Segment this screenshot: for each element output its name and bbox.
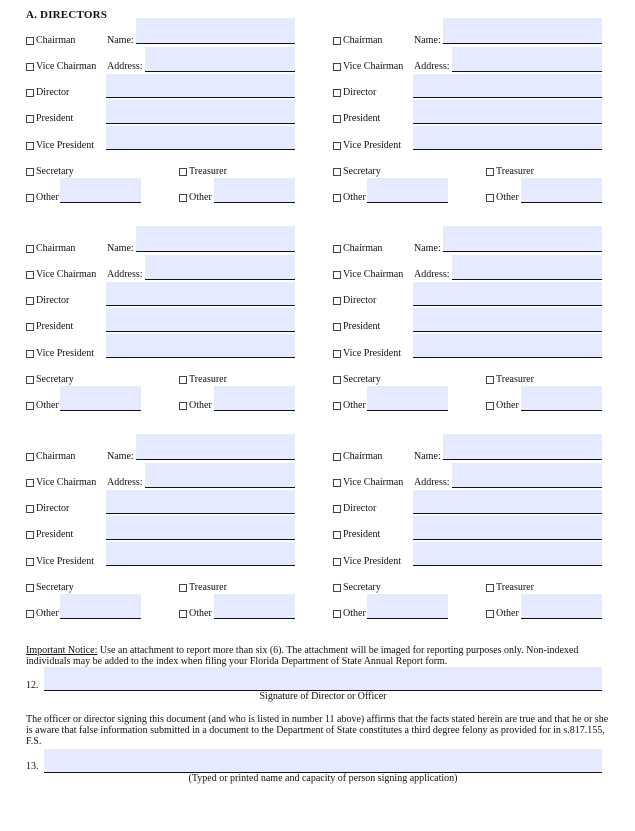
block-2-vice-president-checkbox[interactable]	[333, 142, 341, 150]
block-2-other-field-2[interactable]	[521, 178, 602, 203]
block-1-director-label: Director	[36, 87, 70, 98]
block-5-name-field[interactable]	[136, 434, 295, 460]
block-1-treasurer-checkbox[interactable]	[179, 168, 187, 176]
block-1-other-2-checkbox[interactable]	[179, 194, 187, 202]
printed-name-field[interactable]	[44, 749, 602, 773]
block-6-address-field-3[interactable]	[413, 516, 602, 540]
block-5-vice-chairman-checkbox[interactable]	[26, 479, 34, 487]
block-2-director-checkbox[interactable]	[333, 89, 341, 97]
block-3-president-checkbox[interactable]	[26, 323, 34, 331]
block-3-treasurer-checkbox[interactable]	[179, 376, 187, 384]
block-4-director-label: Director	[343, 295, 377, 306]
block-6-other-field-2[interactable]	[521, 594, 602, 619]
block-1-secretary-label: Secretary	[36, 166, 74, 177]
block-3-director-checkbox[interactable]	[26, 297, 34, 305]
block-3-other-field-2[interactable]	[214, 386, 295, 411]
block-3-vice-president-checkbox[interactable]	[26, 350, 34, 358]
block-2-president-label: President	[343, 113, 381, 124]
block-1-chairman-checkbox[interactable]	[26, 37, 34, 45]
block-5-treasurer-label: Treasurer	[189, 582, 227, 593]
block-1-address-field-1[interactable]	[145, 47, 295, 72]
block-3-secretary-checkbox[interactable]	[26, 376, 34, 384]
block-5-director-label: Director	[36, 503, 70, 514]
block-4-address-field-2[interactable]	[413, 282, 602, 306]
block-1-president-checkbox[interactable]	[26, 115, 34, 123]
block-2-name-field[interactable]	[443, 18, 602, 44]
block-4-other-field-2[interactable]	[521, 386, 602, 411]
block-2-secretary-checkbox[interactable]	[333, 168, 341, 176]
block-1-address-label: Address:	[107, 61, 143, 72]
notice-text: Use an attachment to report more than six (6). The attachment will be imaged for reporting purposes only. Non-indexed individuals may be added to the index when filing your Florida Department of State Annual Report form.	[26, 645, 579, 667]
block-1-vice-president-checkbox[interactable]	[26, 142, 34, 150]
block-1-name-label: Name:	[107, 35, 134, 46]
block-2-other-2-label: Other	[496, 192, 519, 203]
important-notice	[26, 645, 611, 667]
block-4-address-field-3[interactable]	[413, 308, 602, 332]
block-3-other-1-label: Other	[36, 400, 59, 411]
block-3-chairman-checkbox[interactable]	[26, 245, 34, 253]
block-5-chairman-label: Chairman	[36, 451, 76, 462]
block-4-address-field-4[interactable]	[413, 334, 602, 358]
block-4-other-field-1[interactable]	[367, 386, 448, 411]
block-5-address-field-1[interactable]	[145, 463, 295, 488]
block-4-vice-chairman-label: Vice Chairman	[343, 269, 404, 280]
block-1-chairman-label: Chairman	[36, 35, 76, 46]
block-4-vice-chairman-checkbox[interactable]	[333, 271, 341, 279]
block-1-address-field-3[interactable]	[106, 100, 295, 124]
block-4-other-1-checkbox[interactable]	[333, 402, 341, 410]
block-3-other-2-checkbox[interactable]	[179, 402, 187, 410]
block-2-vice-chairman-checkbox[interactable]	[333, 63, 341, 71]
block-4-other-1-label: Other	[343, 400, 366, 411]
block-6-other-2-checkbox[interactable]	[486, 610, 494, 618]
block-6-director-checkbox[interactable]	[333, 505, 341, 513]
block-1-other-field-2[interactable]	[214, 178, 295, 203]
block-5-secretary-checkbox[interactable]	[26, 584, 34, 592]
block-6-name-label: Name:	[414, 451, 441, 462]
block-6-name-field[interactable]	[443, 434, 602, 460]
block-5-treasurer-checkbox[interactable]	[179, 584, 187, 592]
section-title: A. DIRECTORS	[26, 9, 108, 21]
block-4-name-label: Name:	[414, 243, 441, 254]
block-6-vice-chairman-checkbox[interactable]	[333, 479, 341, 487]
block-5-secretary-label: Secretary	[36, 582, 74, 593]
block-6-director-label: Director	[343, 503, 377, 514]
block-5-address-label: Address:	[107, 477, 143, 488]
printed-name-number: 13.	[26, 761, 39, 772]
block-1-vice-president-label: Vice President	[36, 140, 94, 151]
block-4-vice-president-checkbox[interactable]	[333, 350, 341, 358]
printed-name-caption: (Typed or printed name and capacity of person signing application)	[188, 773, 458, 784]
block-5-other-field-2[interactable]	[214, 594, 295, 619]
block-6-chairman-label: Chairman	[343, 451, 383, 462]
block-6-treasurer-label: Treasurer	[496, 582, 534, 593]
block-6-address-field-1[interactable]	[452, 463, 602, 488]
block-3-vice-chairman-label: Vice Chairman	[36, 269, 97, 280]
block-5-director-checkbox[interactable]	[26, 505, 34, 513]
notice-heading: Important Notice:	[26, 645, 98, 656]
block-6-secretary-checkbox[interactable]	[333, 584, 341, 592]
block-3-address-field-4[interactable]	[106, 334, 295, 358]
block-5-other-1-checkbox[interactable]	[26, 610, 34, 618]
block-2-vice-chairman-label: Vice Chairman	[343, 61, 404, 72]
block-2-vice-president-label: Vice President	[343, 140, 401, 151]
block-4-address-field-1[interactable]	[452, 255, 602, 280]
block-4-director-checkbox[interactable]	[333, 297, 341, 305]
block-3-vice-chairman-checkbox[interactable]	[26, 271, 34, 279]
block-5-other-1-label: Other	[36, 608, 59, 619]
block-2-president-checkbox[interactable]	[333, 115, 341, 123]
block-6-chairman-checkbox[interactable]	[333, 453, 341, 461]
block-5-chairman-checkbox[interactable]	[26, 453, 34, 461]
block-1-vice-chairman-checkbox[interactable]	[26, 63, 34, 71]
block-6-vice-president-label: Vice President	[343, 556, 401, 567]
block-3-other-field-1[interactable]	[60, 386, 141, 411]
block-2-other-1-label: Other	[343, 192, 366, 203]
block-2-address-field-1[interactable]	[452, 47, 602, 72]
block-4-treasurer-checkbox[interactable]	[486, 376, 494, 384]
block-4-other-2-checkbox[interactable]	[486, 402, 494, 410]
block-6-other-1-label: Other	[343, 608, 366, 619]
block-6-vice-chairman-label: Vice Chairman	[343, 477, 404, 488]
block-5-address-field-2[interactable]	[106, 490, 295, 514]
block-6-president-checkbox[interactable]	[333, 531, 341, 539]
block-2-treasurer-label: Treasurer	[496, 166, 534, 177]
block-5-vice-president-label: Vice President	[36, 556, 94, 567]
block-4-president-checkbox[interactable]	[333, 323, 341, 331]
block-1-director-checkbox[interactable]	[26, 89, 34, 97]
block-3-address-field-3[interactable]	[106, 308, 295, 332]
block-4-address-label: Address:	[414, 269, 450, 280]
block-2-address-field-4[interactable]	[413, 126, 602, 150]
block-4-treasurer-label: Treasurer	[496, 374, 534, 385]
block-2-treasurer-checkbox[interactable]	[486, 168, 494, 176]
block-1-secretary-checkbox[interactable]	[26, 168, 34, 176]
signature-field[interactable]	[44, 667, 602, 691]
block-3-secretary-label: Secretary	[36, 374, 74, 385]
block-3-name-field[interactable]	[136, 226, 295, 252]
block-5-address-field-4[interactable]	[106, 542, 295, 566]
block-3-president-label: President	[36, 321, 74, 332]
block-6-other-2-label: Other	[496, 608, 519, 619]
signature-caption: Signature of Director or Officer	[259, 691, 387, 702]
block-1-treasurer-label: Treasurer	[189, 166, 227, 177]
block-1-address-field-2[interactable]	[106, 74, 295, 98]
block-2-other-1-checkbox[interactable]	[333, 194, 341, 202]
block-3-address-label: Address:	[107, 269, 143, 280]
block-5-vice-chairman-label: Vice Chairman	[36, 477, 97, 488]
block-6-address-field-2[interactable]	[413, 490, 602, 514]
block-4-vice-president-label: Vice President	[343, 348, 401, 359]
block-3-vice-president-label: Vice President	[36, 348, 94, 359]
block-2-secretary-label: Secretary	[343, 166, 381, 177]
block-4-chairman-checkbox[interactable]	[333, 245, 341, 253]
block-6-address-label: Address:	[414, 477, 450, 488]
block-5-president-label: President	[36, 529, 74, 540]
block-2-name-label: Name:	[414, 35, 441, 46]
block-4-secretary-label: Secretary	[343, 374, 381, 385]
block-6-president-label: President	[343, 529, 381, 540]
block-5-address-field-3[interactable]	[106, 516, 295, 540]
block-2-address-label: Address:	[414, 61, 450, 72]
block-3-other-1-checkbox[interactable]	[26, 402, 34, 410]
block-2-address-field-2[interactable]	[413, 74, 602, 98]
block-4-name-field[interactable]	[443, 226, 602, 252]
block-2-other-field-1[interactable]	[367, 178, 448, 203]
block-4-president-label: President	[343, 321, 381, 332]
block-6-treasurer-checkbox[interactable]	[486, 584, 494, 592]
block-2-address-field-3[interactable]	[413, 100, 602, 124]
block-5-name-label: Name:	[107, 451, 134, 462]
block-6-address-field-4[interactable]	[413, 542, 602, 566]
block-1-name-field[interactable]	[136, 18, 295, 44]
block-1-address-field-4[interactable]	[106, 126, 295, 150]
block-5-other-2-checkbox[interactable]	[179, 610, 187, 618]
affirmation-text: The officer or director signing this document (and who is listed in number 11 above) affirms that the facts stated herein are true and that he or she is aware that false information submitted in a document to the Department of State constitutes a third degree felony as provided for in s.817.155, F.S.	[26, 714, 609, 747]
block-4-other-2-label: Other	[496, 400, 519, 411]
block-2-chairman-label: Chairman	[343, 35, 383, 46]
block-5-president-checkbox[interactable]	[26, 531, 34, 539]
block-1-other-1-label: Other	[36, 192, 59, 203]
block-1-other-1-checkbox[interactable]	[26, 194, 34, 202]
block-5-other-2-label: Other	[189, 608, 212, 619]
block-3-chairman-label: Chairman	[36, 243, 76, 254]
block-1-other-2-label: Other	[189, 192, 212, 203]
block-3-director-label: Director	[36, 295, 70, 306]
block-5-other-field-1[interactable]	[60, 594, 141, 619]
block-5-vice-president-checkbox[interactable]	[26, 558, 34, 566]
block-2-director-label: Director	[343, 87, 377, 98]
block-2-chairman-checkbox[interactable]	[333, 37, 341, 45]
block-2-other-2-checkbox[interactable]	[486, 194, 494, 202]
block-6-vice-president-checkbox[interactable]	[333, 558, 341, 566]
block-4-chairman-label: Chairman	[343, 243, 383, 254]
block-3-address-field-2[interactable]	[106, 282, 295, 306]
block-6-other-1-checkbox[interactable]	[333, 610, 341, 618]
block-1-vice-chairman-label: Vice Chairman	[36, 61, 97, 72]
signature-number: 12.	[26, 680, 39, 691]
block-3-address-field-1[interactable]	[145, 255, 295, 280]
block-3-treasurer-label: Treasurer	[189, 374, 227, 385]
block-3-other-2-label: Other	[189, 400, 212, 411]
block-1-president-label: President	[36, 113, 74, 124]
block-1-other-field-1[interactable]	[60, 178, 141, 203]
block-4-secretary-checkbox[interactable]	[333, 376, 341, 384]
block-6-secretary-label: Secretary	[343, 582, 381, 593]
block-6-other-field-1[interactable]	[367, 594, 448, 619]
block-3-name-label: Name:	[107, 243, 134, 254]
